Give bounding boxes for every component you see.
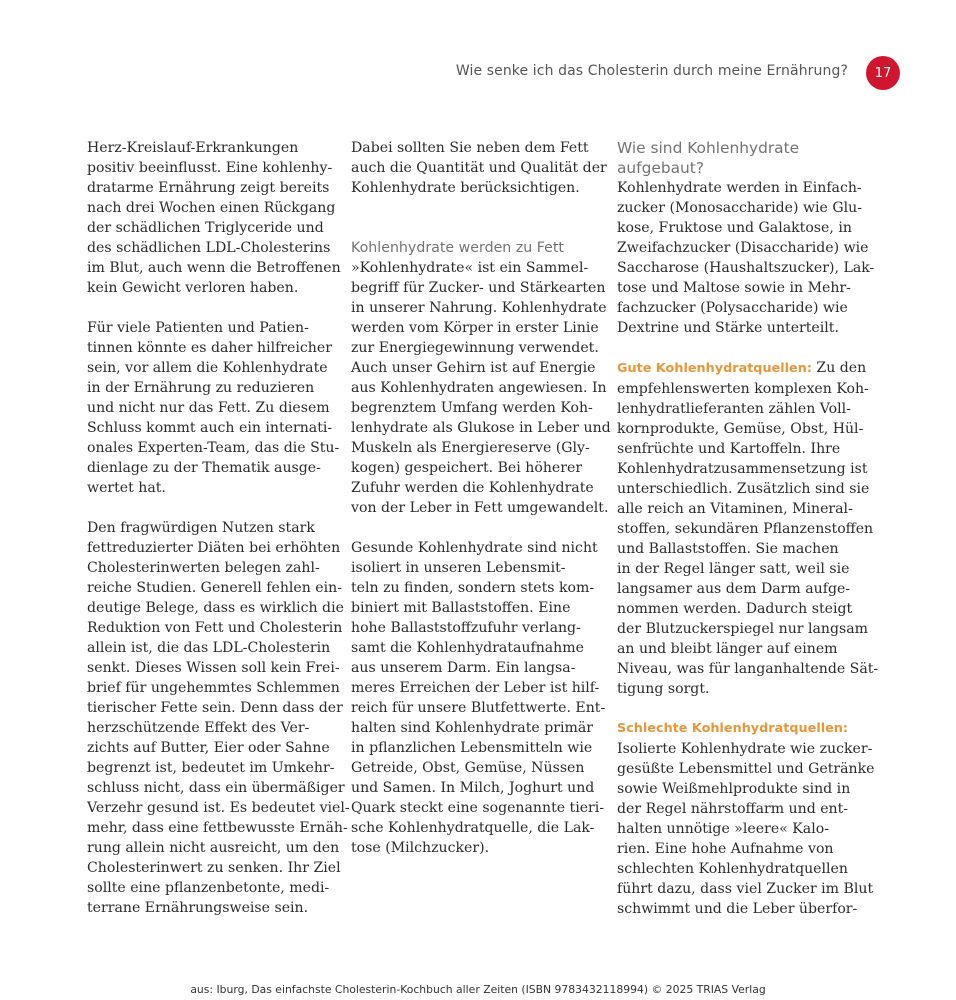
text-line: »Kohlenhydrate« ist ein Sammel-	[351, 260, 589, 276]
section-heading	[617, 138, 857, 178]
running-title: Wie senke ich das Cholesterin durch meine Ernährung?	[455, 63, 848, 79]
text-line: an und bleibt länger auf einem	[617, 641, 838, 657]
text-line: schlechten Kohlenhydratquellen	[617, 861, 848, 877]
text-line: in pflanzlichen Lebensmitteln wie	[351, 740, 593, 756]
good-sources-label: Gute Kohlenhydratquellen:	[617, 361, 812, 376]
text-line: lenhydratlieferanten zählen Voll-	[617, 401, 851, 417]
text-line: nach drei Wochen einen Rückgang	[87, 200, 336, 216]
text-line: Schluss kommt auch ein internati-	[87, 420, 333, 436]
good-sources-lead	[617, 358, 867, 379]
text-line: Reduktion von Fett und Cholesterin	[87, 620, 343, 636]
text-line: brief für ungehemmtes Schlemmen	[87, 680, 340, 696]
text-line: begrenzt ist, bedeutet im Umkehr-	[87, 760, 335, 776]
text-line: hohe Ballaststoffzufuhr verlang-	[351, 620, 581, 636]
text-line: unterschiedlich. Zusätzlich sind sie	[617, 481, 870, 497]
text-line: Kohlenhydrate werden in Einfach-	[617, 180, 862, 196]
text-line: kose, Fruktose und Galaktose, in	[617, 220, 852, 236]
text-line: biniert mit Ballaststoffen. Eine	[351, 600, 571, 616]
text-line: meres Erreichen der Leber ist hilf-	[351, 680, 600, 696]
text-line: schluss nicht, dass ein übermäßiger	[87, 780, 345, 796]
paragraph	[351, 138, 607, 198]
page-number-badge: 17	[866, 56, 900, 90]
text-line: fachzucker (Polysaccharide) wie	[617, 300, 848, 316]
text-line: des schädlichen LDL-Cholesterins	[87, 240, 331, 256]
paragraph	[351, 538, 606, 858]
text-line: Wie sind Kohlenhydrate	[617, 139, 800, 157]
text-line: schwimmt und die Leber überfor-	[617, 901, 858, 917]
text-line: Getreide, Obst, Gemüse, Nüssen	[351, 760, 585, 776]
text-line: tierischer Fette sein. Denn dass der	[87, 700, 343, 716]
text-line: Dabei sollten Sie neben dem Fett	[351, 140, 589, 156]
text-line: senfrüchte und Kartoffeln. Ihre	[617, 441, 841, 457]
text-line: werden vom Körper in erster Linie	[351, 320, 599, 336]
text-line: deutige Belege, dass es wirklich die	[87, 600, 344, 616]
text-line: begriff für Zucker- und Stärkearten	[351, 280, 606, 296]
text-line: terrane Ernährungsweise sein.	[87, 900, 309, 916]
text-line: Dextrine und Stärke unterteilt.	[617, 320, 839, 336]
paragraph	[87, 518, 350, 918]
text-line: reiche Studien. Generell fehlen ein-	[87, 580, 342, 596]
text-line: Zufuhr werden die Kohlenhydrate	[351, 480, 594, 496]
text-line: Kohlenhydratzusammensetzung ist	[617, 461, 868, 477]
paragraph	[87, 318, 340, 498]
text-line: wertet hat.	[87, 480, 166, 496]
text-line: positiv beeinflusst. Eine kohlenhy-	[87, 160, 333, 176]
text-line: zichts auf Butter, Eier oder Sahne	[87, 740, 330, 756]
text-line: Niveau, was für langanhaltende Sät-	[617, 661, 879, 677]
text-line: Kohlenhydrate berücksichtigen.	[351, 180, 580, 196]
text-line: Saccharose (Haushaltszucker), Lak-	[617, 260, 875, 276]
text-line: tigung sorgt.	[617, 681, 710, 697]
text-line: Muskeln als Energiereserve (Gly-	[351, 440, 590, 456]
source-footer: aus: Iburg, Das einfachste Cholesterin-Kochbuch aller Zeiten (ISBN 9783432118994) © 2025 TRIAS Verlag	[190, 983, 766, 996]
text-line: Verzehr gesund ist. Es bedeutet viel-	[87, 800, 350, 816]
good-sources-first: Zu den	[811, 360, 867, 376]
text-column-1	[87, 138, 350, 918]
text-line: lenhydrate als Glukose in Leber und	[351, 420, 611, 436]
text-line: aus Kohlenhydraten angewiesen. In	[351, 380, 607, 396]
text-line: onales Experten-Team, das die Stu-	[87, 440, 340, 456]
bad-sources-label: Schlechte Kohlenhydratquellen:	[617, 721, 848, 736]
text-line: dienlage zu der Thematik ausge-	[87, 460, 321, 476]
text-line: mehr, dass eine fettbewusste Ernäh-	[87, 820, 348, 836]
text-line: der Blutzuckerspiegel nur langsam	[617, 621, 869, 637]
text-line: nommen werden. Dadurch steigt	[617, 601, 853, 617]
text-line: Herz-Kreislauf-Erkrankungen	[87, 140, 299, 156]
text-line: rien. Eine hohe Aufnahme von	[617, 841, 834, 857]
text-line: teln zu finden, sondern stets kom-	[351, 580, 595, 596]
text-line: und Samen. In Milch, Joghurt und	[351, 780, 595, 796]
section-heading: Kohlenhydrate werden zu Fett	[351, 240, 564, 256]
text-line: dratarme Ernährung zeigt bereits	[87, 180, 330, 196]
text-line: kornprodukte, Gemüse, Obst, Hül-	[617, 421, 864, 437]
text-line: fettreduzierter Diäten bei erhöhten	[87, 540, 341, 556]
text-column-3	[617, 138, 879, 919]
text-line: tose (Milchzucker).	[351, 840, 490, 856]
paragraph	[351, 258, 611, 518]
text-line: alle reich an Vitaminen, Mineral-	[617, 501, 853, 517]
text-line: Den fragwürdigen Nutzen stark	[87, 520, 315, 536]
text-line: sowie Weißmehlprodukte sind in	[617, 781, 851, 797]
text-line: Auch unser Gehirn ist auf Energie	[351, 360, 596, 376]
text-line: zucker (Monosaccharide) wie Glu-	[617, 200, 862, 216]
text-line: Cholesterinwerten belegen zahl-	[87, 560, 320, 576]
text-line: isoliert in unseren Lebensmit-	[351, 560, 566, 576]
text-line: im Blut, auch wenn die Betroffenen	[87, 260, 341, 276]
text-line: Für viele Patienten und Patien-	[87, 320, 309, 336]
text-line: reich für unsere Blutfettwerte. Ent-	[351, 700, 606, 716]
text-line: sein, vor allem die Kohlenhydrate	[87, 360, 328, 376]
text-line: in der Ernährung zu reduzieren	[87, 380, 315, 396]
text-line: zur Energiegewinnung verwendet.	[351, 340, 599, 356]
paragraph	[617, 739, 875, 919]
paragraph	[617, 379, 879, 699]
text-column-2	[351, 138, 611, 858]
text-line: begrenztem Umfang werden Koh-	[351, 400, 593, 416]
text-line: halten unnötige »leere« Kalo-	[617, 821, 829, 837]
text-line: auch die Quantität und Qualität der	[351, 160, 607, 176]
text-line: der schädlichen Triglyceride und	[87, 220, 324, 236]
text-line: halten sind Kohlenhydrate primär	[351, 720, 593, 736]
text-line: in unserer Nahrung. Kohlenhydrate	[351, 300, 607, 316]
text-line: samt die Kohlenhydrataufnahme	[351, 640, 584, 656]
text-line: stoffen, sekundären Pflanzenstoffen	[617, 521, 874, 537]
text-line: rung allein nicht ausreicht, um den	[87, 840, 340, 856]
text-line: aufgebaut?	[617, 159, 705, 177]
text-line: sollte eine pflanzenbetonte, medi-	[87, 880, 330, 896]
text-line: aus unserem Darm. Ein langsa-	[351, 660, 576, 676]
text-line: führt dazu, dass viel Zucker im Blut	[617, 881, 874, 897]
text-line: gesüßte Lebensmittel und Getränke	[617, 761, 875, 777]
text-line: empfehlenswerten komplexen Koh-	[617, 381, 869, 397]
text-line: Isolierte Kohlenhydrate wie zucker-	[617, 741, 873, 757]
text-line: langsamer aus dem Darm aufge-	[617, 581, 851, 597]
text-line: und nicht nur das Fett. Zu diesem	[87, 400, 330, 416]
text-line: in der Regel länger satt, weil sie	[617, 561, 850, 577]
text-line: tinnen könnte es daher hilfreicher	[87, 340, 332, 356]
text-line: allein ist, die das LDL-Cholesterin	[87, 640, 331, 656]
text-line: Zweifachzucker (Disaccharide) wie	[617, 240, 869, 256]
text-line: von der Leber in Fett umgewandelt.	[351, 500, 609, 516]
text-line: und Ballaststoffen. Sie machen	[617, 541, 839, 557]
text-line: Quark steckt eine sogenannte tieri-	[351, 800, 605, 816]
text-line: kein Gewicht verloren haben.	[87, 280, 299, 296]
text-line: tose und Maltose sowie in Mehr-	[617, 280, 851, 296]
text-line: Cholesterinwert zu senken. Ihr Ziel	[87, 860, 341, 876]
paragraph	[617, 178, 875, 338]
text-line: Gesunde Kohlenhydrate sind nicht	[351, 540, 598, 556]
text-line: kogen) gespeichert. Bei höherer	[351, 460, 583, 476]
text-line: sche Kohlenhydratquelle, die Lak-	[351, 820, 595, 836]
text-line: herzschützende Effekt des Ver-	[87, 720, 310, 736]
text-line: senkt. Dieses Wissen soll kein Frei-	[87, 660, 340, 676]
paragraph	[87, 138, 341, 298]
text-line: der Regel nährstoffarm und ent-	[617, 801, 849, 817]
